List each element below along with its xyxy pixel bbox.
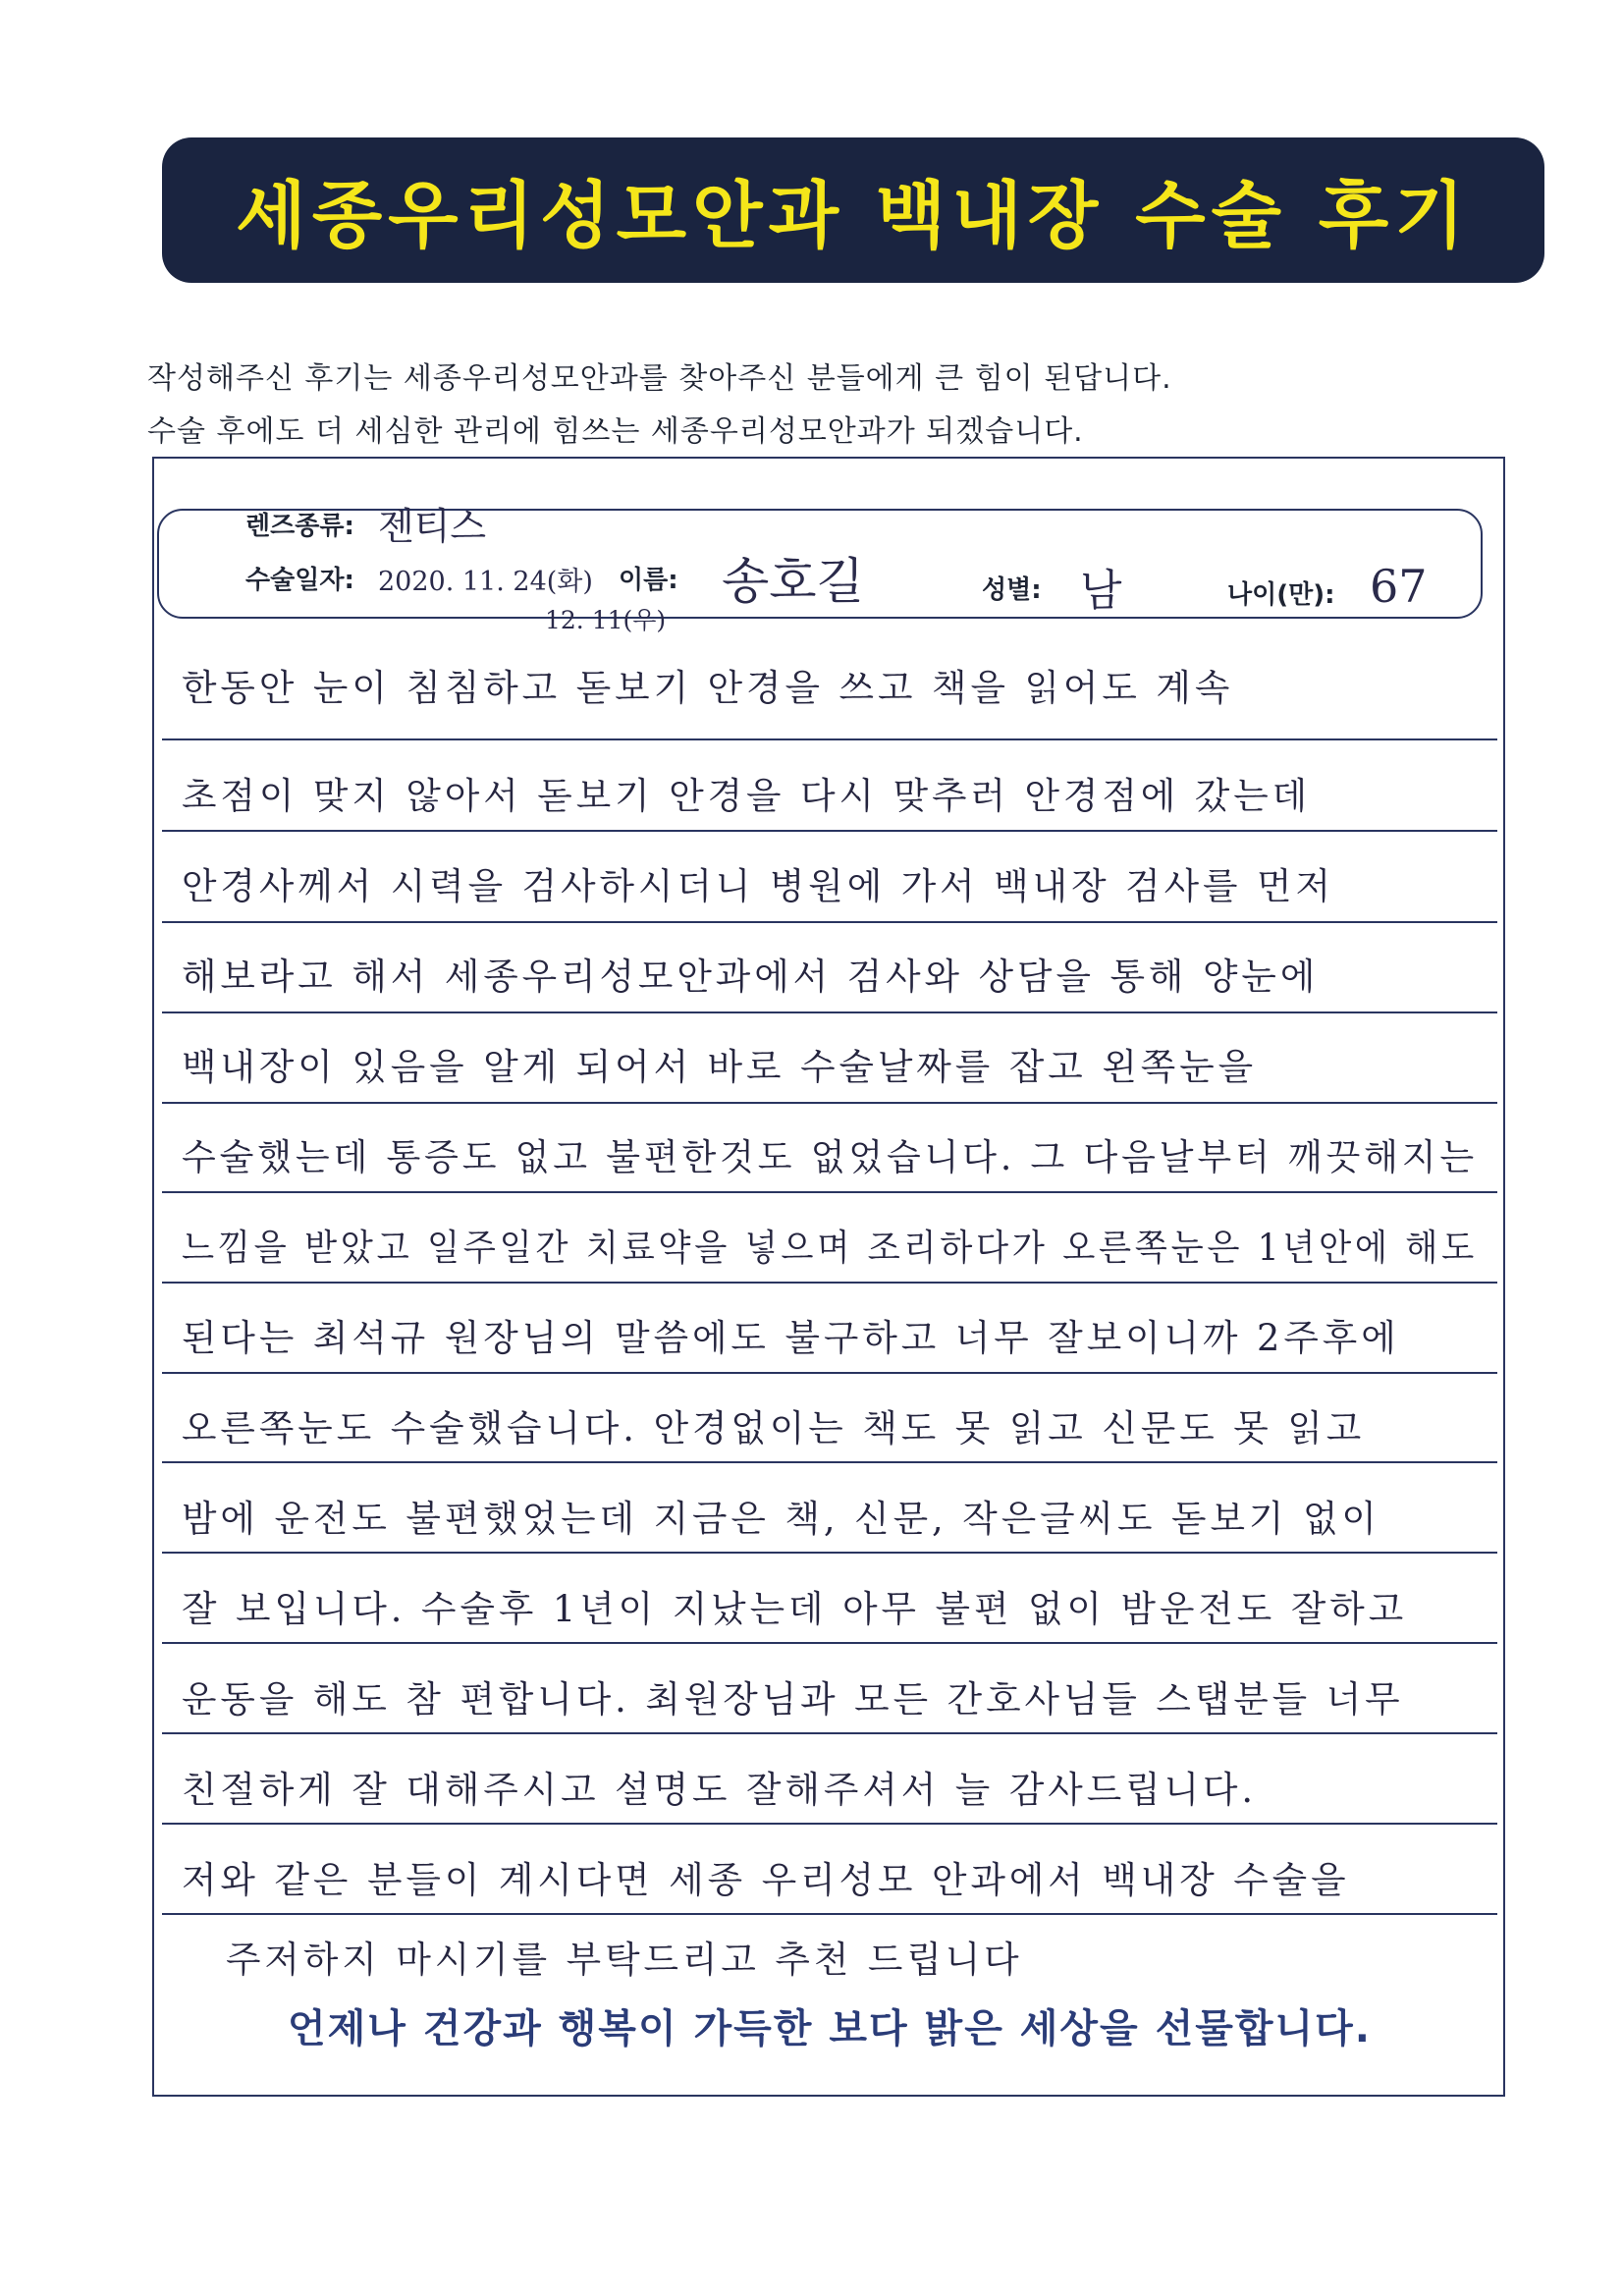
review-text-line: 해보라고 해서 세종우리성모안과에서 검사와 상담을 통해 양눈에	[182, 956, 1320, 998]
review-text-line: 한동안 눈이 침침하고 돋보기 안경을 쓰고 책을 읽어도 계속	[182, 667, 1234, 709]
name-value: 송호길	[722, 553, 864, 610]
age-value: 67	[1370, 560, 1428, 613]
ruled-line	[162, 1823, 1497, 1825]
sex-value: 남	[1080, 566, 1122, 616]
ruled-line	[162, 738, 1497, 740]
lens-type-value: 젠티스	[378, 505, 487, 548]
review-text-line: 친절하게 잘 대해주시고 설명도 잘해주셔서 늘 감사드립니다.	[182, 1769, 1258, 1811]
ruled-line	[162, 830, 1497, 832]
ruled-line	[162, 1552, 1497, 1554]
lens-type-label: 렌즈종류:	[245, 512, 354, 541]
review-text-line: 초점이 맞지 않아서 돋보기 안경을 다시 맞추러 안경점에 갔는데	[182, 775, 1312, 817]
review-text-line: 저와 같은 분들이 계시다면 세종 우리성모 안과에서 백내장 수술을	[182, 1859, 1350, 1901]
ruled-line	[162, 1102, 1497, 1104]
ruled-line	[162, 1642, 1497, 1644]
ruled-line	[162, 1191, 1497, 1193]
age-label: 나이(만):	[1227, 580, 1335, 610]
review-text-line: 백내장이 있음을 알게 되어서 바로 수술날짜를 잡고 왼쪽눈을	[182, 1046, 1258, 1088]
ruled-line	[162, 921, 1497, 923]
surgery-date-value: 2020. 11. 24(화)	[378, 567, 593, 597]
ruled-line	[162, 1011, 1497, 1013]
name-label: 이름:	[619, 566, 678, 595]
review-text-line: 된다는 최석규 원장님의 말씀에도 불구하고 너무 잘보이니까 2주후에	[182, 1317, 1400, 1359]
ruled-line	[162, 1913, 1497, 1915]
ruled-line	[162, 1461, 1497, 1463]
intro-line-1: 작성해주신 후기는 세종우리성모안과를 찾아주신 분들에게 큰 힘이 된답니다.	[147, 361, 1172, 396]
review-text-line: 잘 보입니다. 수술후 1년이 지났는데 아무 불편 없이 밤운전도 잘하고	[182, 1588, 1408, 1630]
ruled-line	[162, 1732, 1497, 1734]
surgery-date-value-2: 12. 11(우)	[545, 606, 667, 634]
ruled-line	[162, 1372, 1497, 1374]
review-text-line: 느낌을 받았고 일주일간 치료약을 넣으며 조리하다가 오른쪽눈은 1년안에 해도	[182, 1227, 1478, 1269]
review-text-line: 주저하지 마시기를 부탁드리고 추천 드립니다	[226, 1939, 1023, 1981]
review-text-line: 운동을 해도 참 편합니다. 최원장님과 모든 간호사님들 스탭분들 너무	[182, 1678, 1404, 1721]
page-title: 세종우리성모안과 백내장 수술 후기	[236, 174, 1471, 258]
title-banner	[162, 137, 1544, 283]
sex-label: 성별:	[982, 575, 1042, 605]
review-text-line: 수술했는데 통증도 없고 불편한것도 없었습니다. 그 다음날부터 깨끗해지는	[182, 1136, 1479, 1178]
review-text-line: 안경사께서 시력을 검사하시더니 병원에 가서 백내장 검사를 먼저	[182, 865, 1334, 907]
review-text-line: 오른쪽눈도 수술했습니다. 안경없이는 책도 못 읽고 신문도 못 읽고	[182, 1407, 1366, 1449]
intro-line-2: 수술 후에도 더 세심한 관리에 힘쓰는 세종우리성모안과가 되겠습니다.	[147, 414, 1084, 449]
footer-slogan: 언제나 건강과 행복이 가득한 보다 밝은 세상을 선물합니다.	[287, 2006, 1373, 2051]
ruled-line	[162, 1282, 1497, 1284]
surgery-date-label: 수술일자:	[245, 566, 354, 595]
review-text-line: 밤에 운전도 불편했었는데 지금은 책, 신문, 작은글씨도 돋보기 없이	[182, 1498, 1380, 1540]
